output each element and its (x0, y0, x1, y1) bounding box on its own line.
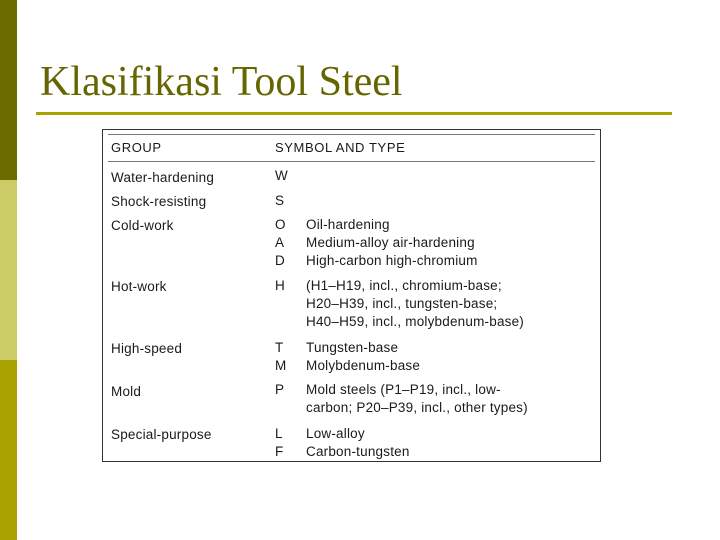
table-top-rule (108, 134, 595, 135)
table-header-rule (108, 161, 595, 162)
symbol: S (275, 193, 285, 208)
type-description: Oil-hardening (306, 217, 390, 232)
symbol: W (275, 168, 288, 183)
tool-steel-classification-table (102, 129, 601, 462)
type-description: Medium-alloy air-hardening (306, 235, 475, 250)
slide-title: Klasifikasi Tool Steel (40, 59, 403, 105)
type-description: Low-alloy (306, 426, 365, 441)
group-label: High-speed (111, 341, 183, 356)
type-description: Tungsten-base (306, 340, 399, 355)
type-description: H40–H59, incl., molybdenum-base) (306, 314, 525, 329)
symbol: H (275, 278, 285, 293)
accent-bar-bottom (0, 360, 17, 540)
group-label: Special-purpose (111, 427, 212, 442)
type-description: H20–H39, incl., tungsten-base; (306, 296, 498, 311)
type-description: carbon; P20–P39, incl., other types) (306, 400, 528, 415)
accent-bar-middle (0, 180, 17, 360)
symbol: T (275, 340, 284, 355)
group-label: Mold (111, 384, 142, 399)
type-description: (H1–H19, incl., chromium-base; (306, 278, 502, 293)
group-label: Cold-work (111, 218, 174, 233)
header-group: GROUP (111, 140, 162, 155)
symbol: O (275, 217, 286, 232)
symbol: P (275, 382, 285, 397)
group-label: Hot-work (111, 279, 167, 294)
accent-bar-top (0, 0, 17, 180)
group-label: Shock-resisting (111, 194, 207, 209)
symbol: D (275, 253, 285, 268)
header-symbol-type: SYMBOL AND TYPE (275, 140, 406, 155)
symbol: F (275, 444, 284, 459)
type-description: Molybdenum-base (306, 358, 421, 373)
symbol: A (275, 235, 285, 250)
type-description: Mold steels (P1–P19, incl., low- (306, 382, 501, 397)
group-label: Water-hardening (111, 170, 215, 185)
symbol: L (275, 426, 283, 441)
symbol: M (275, 358, 287, 373)
title-underline (36, 112, 672, 115)
type-description: Carbon-tungsten (306, 444, 410, 459)
type-description: High-carbon high-chromium (306, 253, 478, 268)
